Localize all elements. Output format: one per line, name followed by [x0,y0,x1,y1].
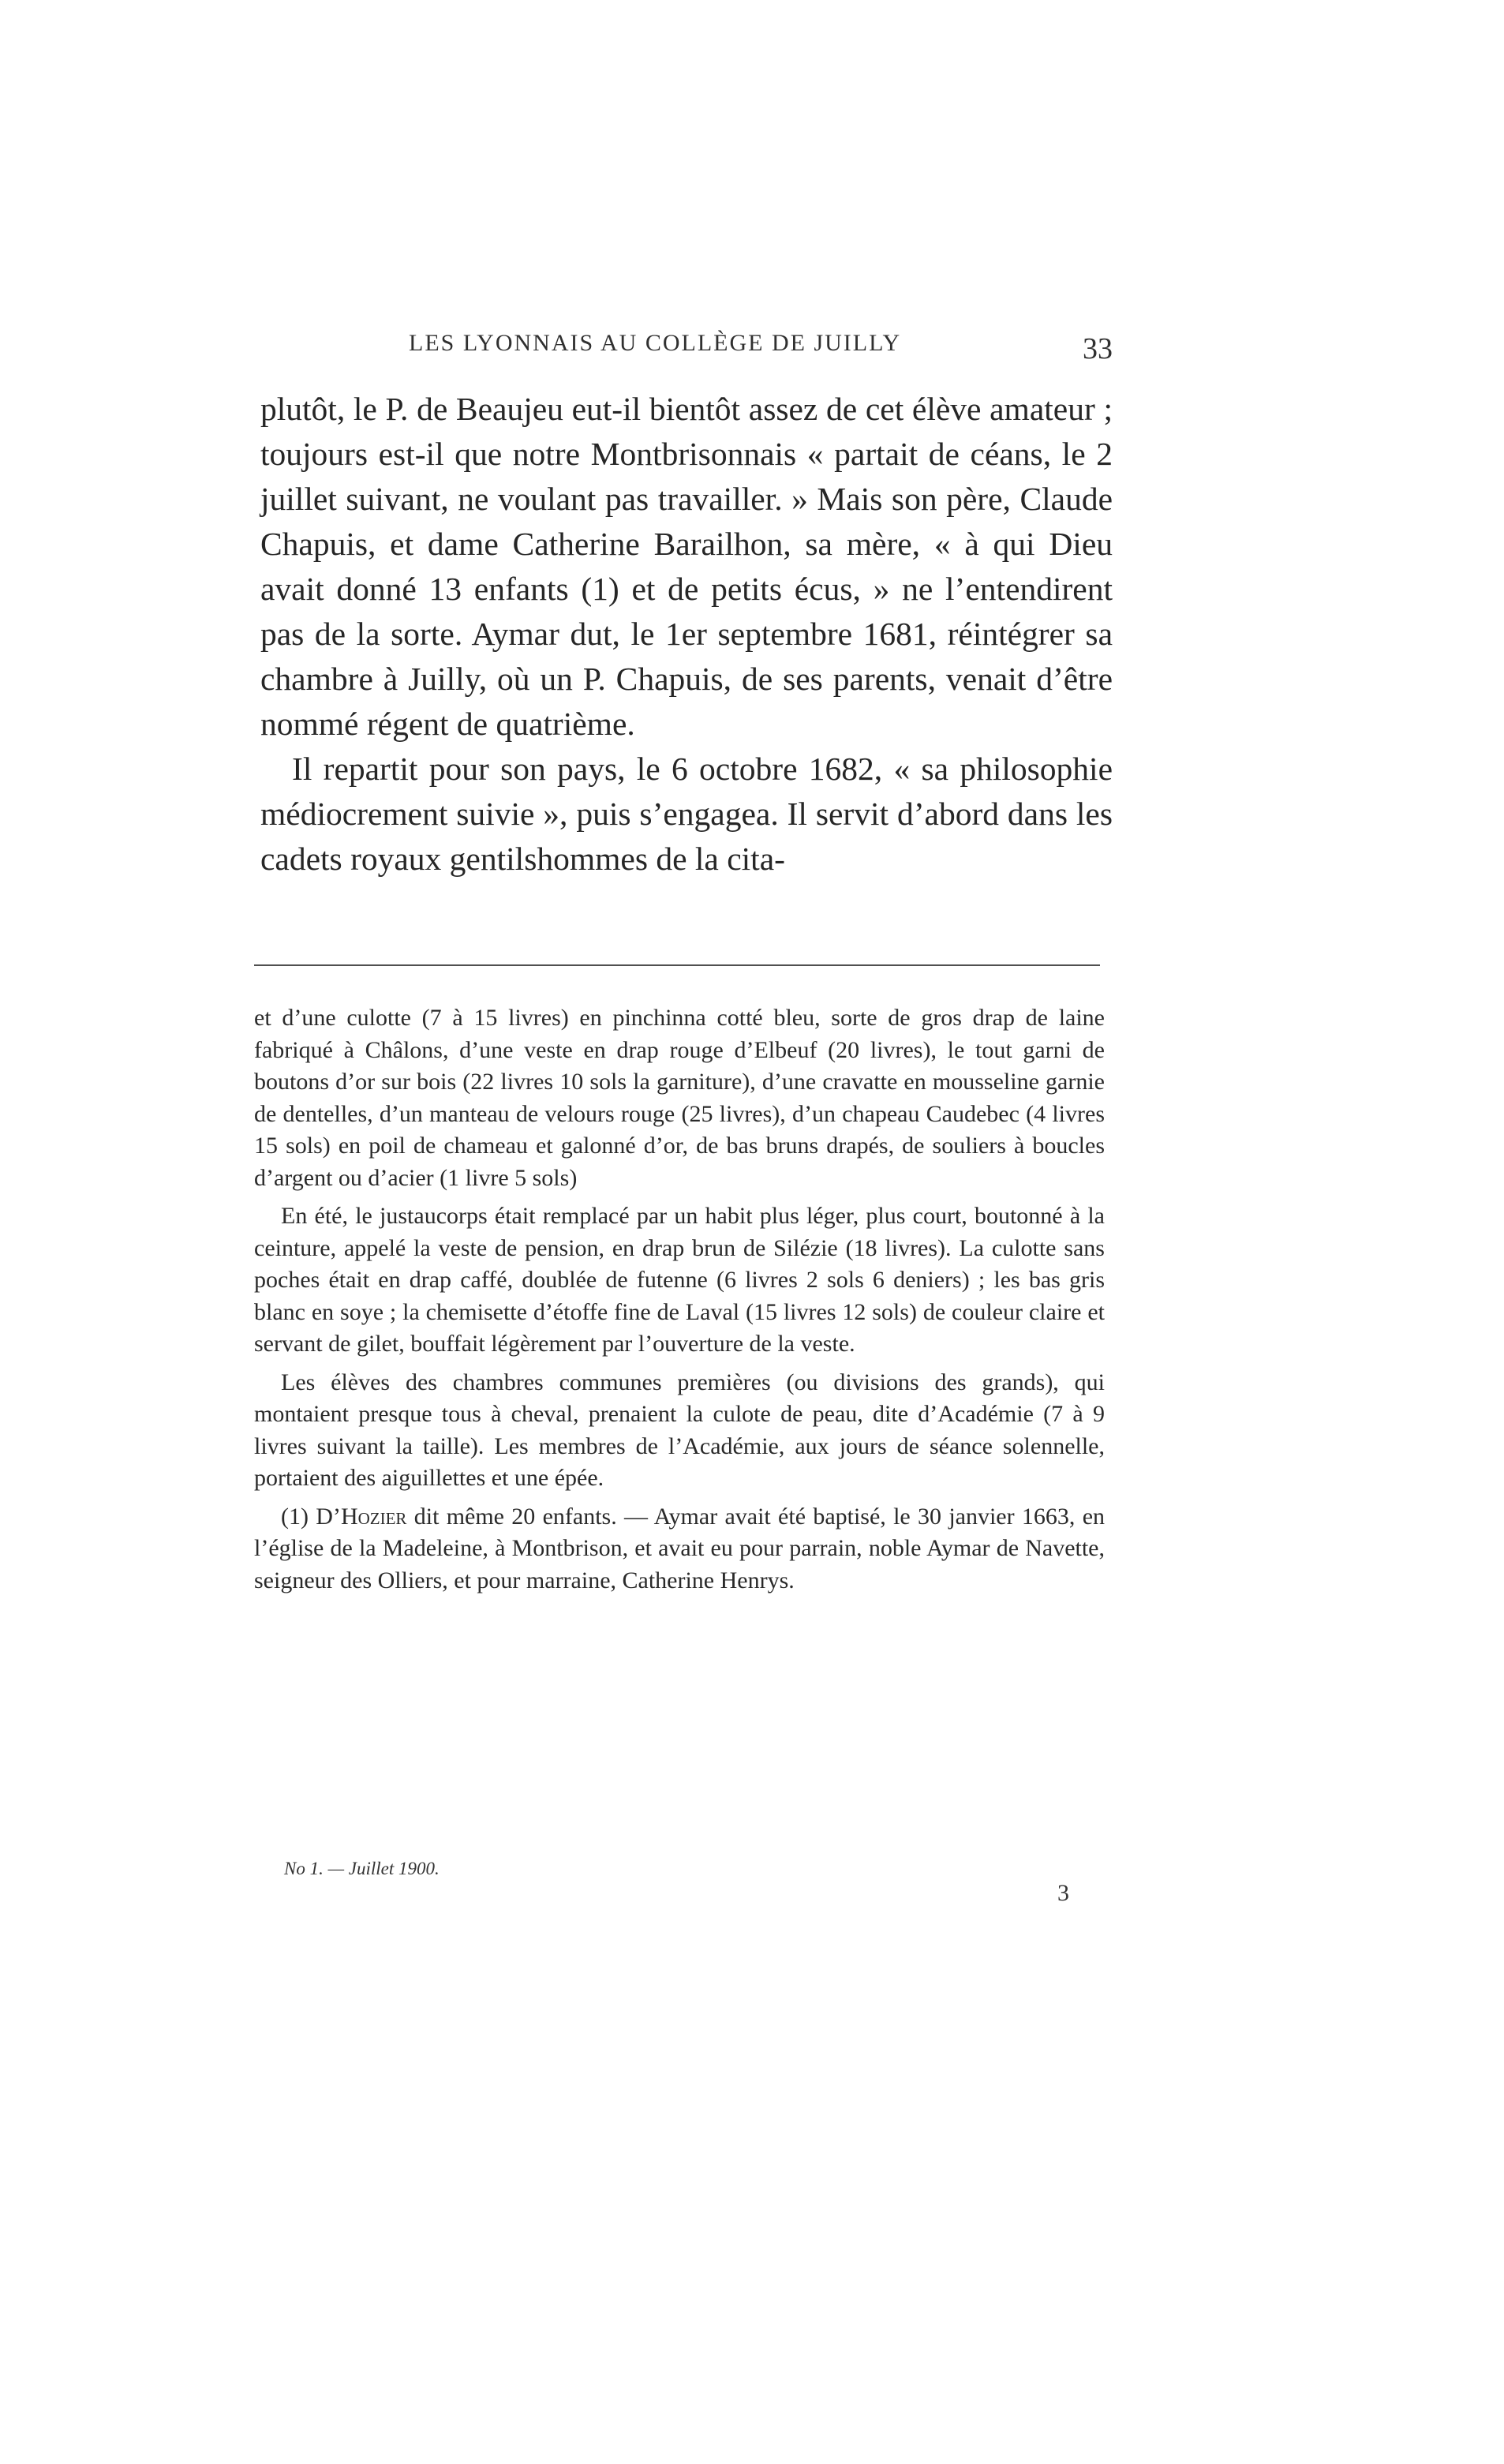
footnote-author-name: Hozier [340,1503,407,1530]
page-header [260,330,1113,377]
issue-line: No 1. — Juillet 1900. [284,1859,440,1878]
paragraph: Il repartit pour son pays, le 6 octobre 1682, « sa philosophie médiocrement suivie », puis s’engagea. Il servit d’abord dans les cadets royaux gentilshommes de la cita- [260,751,1113,877]
footnote-paragraph: Les élèves des chambres communes premières (ou divisions des grands), qui montaient presque tous à cheval, prenaient la culote de peau, dite d’Académie (7 à 9 livres suivant la taille). Les membres de l’Académie, aux jours de séance solennelle, portaient des aiguillettes et une épée. [254,1369,1105,1491]
footnote-divider [254,964,1100,966]
page-number: 33 [1083,332,1113,365]
paragraph: plutôt, le P. de Beaujeu eut-il bientôt assez de cet élève amateur ; toujours est-il que notre Montbrisonnais « partait de céans, le 2 juillet suivant, ne voulant pas travailler. » Mais son père, Claude Chapuis, et dame Catherine Barailhon, sa mère, « à qui Dieu avait donné 13 enfants (1) et de petits écus, » ne l’entendirent pas de la sorte. Aymar dut, le 1er septembre 1681, réintégrer sa chambre à Juilly, où un P. Chapuis, de ses parents, venait d’être nommé régent de quatrième. [260,391,1113,742]
footnote-text: dit même 20 enfants. — Aymar avait été baptisé, le 30 janvier 1663, en l’église de la Madeleine, à Montbrison, et avait eu pour parrain, noble Aymar de Navette, seigneur des Olliers, et pour marraine, Catherine Henrys. [254,1503,1106,1593]
running-title: LES LYONNAIS AU COLLÈGE DE JUILLY [409,330,902,356]
footnote-continuation: et d’une culotte (7 à 15 livres) en pinchinna cotté bleu, sorte de gros drap de laine fabriqué à Châlons, d’une veste en drap rouge d’Elbeuf (20 livres), le tout garni de boutons d’or sur bois (22 livres 10 sols la garniture), d’une cravatte en mousseline garnie de dentelles, d’un manteau de velours rouge (25 livres), d’un chapeau Caudebec (4 livres 15 sols) en poil de chameau et galonné d’or, de bas bruns drapés, de souliers à boucles d’argent ou d’acier (1 livre 5 sols) [254,1005,1105,1191]
main-text [260,387,1113,882]
signature-mark: 3 [1057,1880,1069,1906]
footnote-paragraph: En été, le justaucorps était remplacé par un habit plus léger, plus court, boutonné à la ceinture, appelé la veste de pension, en drap brun de Silézie (18 livres). La culotte sans poches était en drap caffé, doublée de futenne (6 livres 2 sols 6 deniers) ; les bas gris blanc en soye ; la chemisette d’étoffe fine de Laval (15 livres 12 sols) de couleur claire et servant de gilet, bouffait légèrement par l’ouverture de la veste. [254,1203,1105,1357]
footnote-1 [254,1501,1105,1597]
footnotes [254,1002,1105,1603]
footnote-marker: (1) D’ [281,1503,341,1530]
